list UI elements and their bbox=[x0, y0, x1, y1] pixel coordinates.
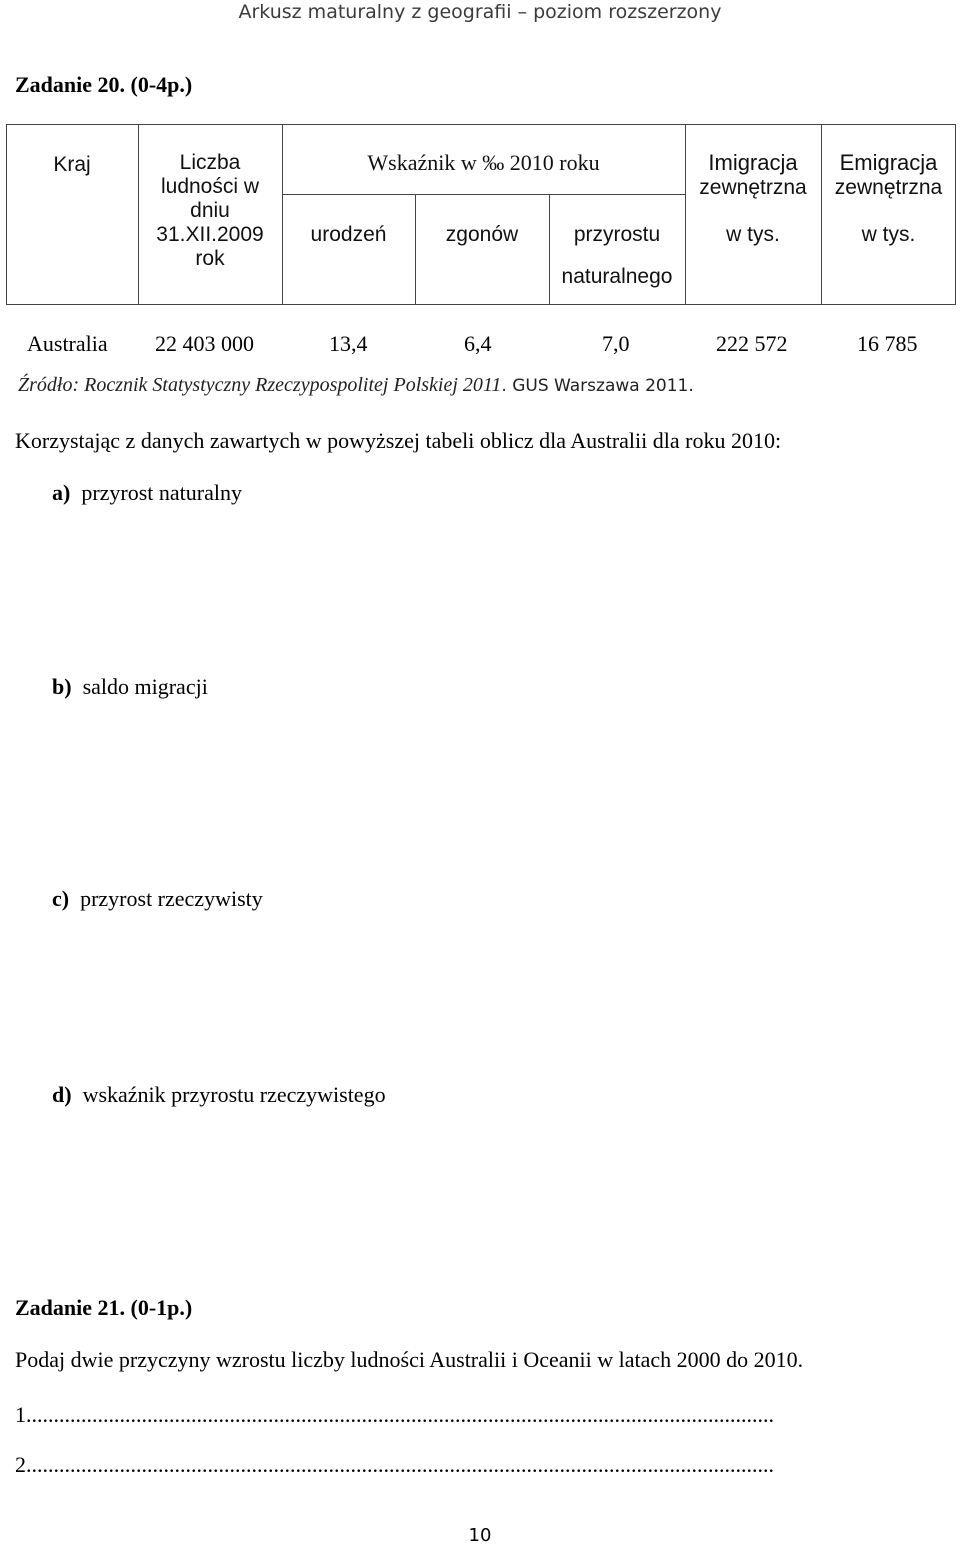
row-urodzen: 13,4 bbox=[329, 331, 368, 356]
item-c: c) przyrost rzeczywisty bbox=[52, 886, 263, 911]
task-21-title: Zadanie 21. (0-1p.) bbox=[15, 1295, 193, 1320]
row-zgonow: 6,4 bbox=[464, 331, 492, 356]
answer-line-2[interactable]: 2........................................................................................................................................ bbox=[15, 1452, 774, 1477]
page-header: Arkusz maturalny z geografii – poziom rozszerzony bbox=[238, 1, 722, 23]
task-20-title: Zadanie 20. (0-4p.) bbox=[15, 72, 193, 97]
row-kraj: Australia bbox=[27, 331, 108, 356]
header-zgonow: zgonów bbox=[445, 223, 519, 246]
table-divider bbox=[282, 194, 685, 195]
table-divider bbox=[415, 194, 416, 305]
header-population: Liczba ludności w dniu 31.XII.2009 rok bbox=[156, 151, 264, 270]
item-d: d) wskaźnik przyrostu rzeczywistego bbox=[52, 1082, 386, 1107]
task-21-question: Podaj dwie przyczyny wzrostu liczby ludności Australii i Oceanii w latach 2000 do 2010. bbox=[15, 1347, 804, 1372]
page-number: 10 bbox=[468, 1525, 492, 1546]
table-source: Źródło: Rocznik Statystyczny Rzeczypospolitej Polskiej 2011. GUS Warszawa 2011. bbox=[18, 374, 694, 396]
header-przyrostu: przyrostu naturalnego bbox=[561, 223, 673, 288]
row-emigracja: 16 785 bbox=[857, 331, 918, 356]
item-b: b) saldo migracji bbox=[52, 674, 208, 699]
task-20-instruction: Korzystając z danych zawartych w powyższej tabeli oblicz dla Australii dla roku 2010: bbox=[15, 428, 782, 453]
answer-line-1[interactable]: 1........................................................................................................................................ bbox=[15, 1402, 774, 1427]
row-ludnosc: 22 403 000 bbox=[155, 331, 254, 356]
header-emigracja: Emigracja zewnętrzna w tys. bbox=[834, 150, 943, 246]
header-kraj: Kraj bbox=[53, 153, 91, 176]
header-wskaznik: Wskaźnik w ‰ 2010 roku bbox=[367, 150, 600, 175]
header-imigracja: Imigracja zewnętrzna w tys. bbox=[699, 150, 807, 246]
row-przyrost: 7,0 bbox=[602, 331, 630, 356]
header-urodzen: urodzeń bbox=[310, 223, 387, 246]
item-a: a) przyrost naturalny bbox=[52, 480, 242, 505]
row-imigracja: 222 572 bbox=[716, 331, 788, 356]
